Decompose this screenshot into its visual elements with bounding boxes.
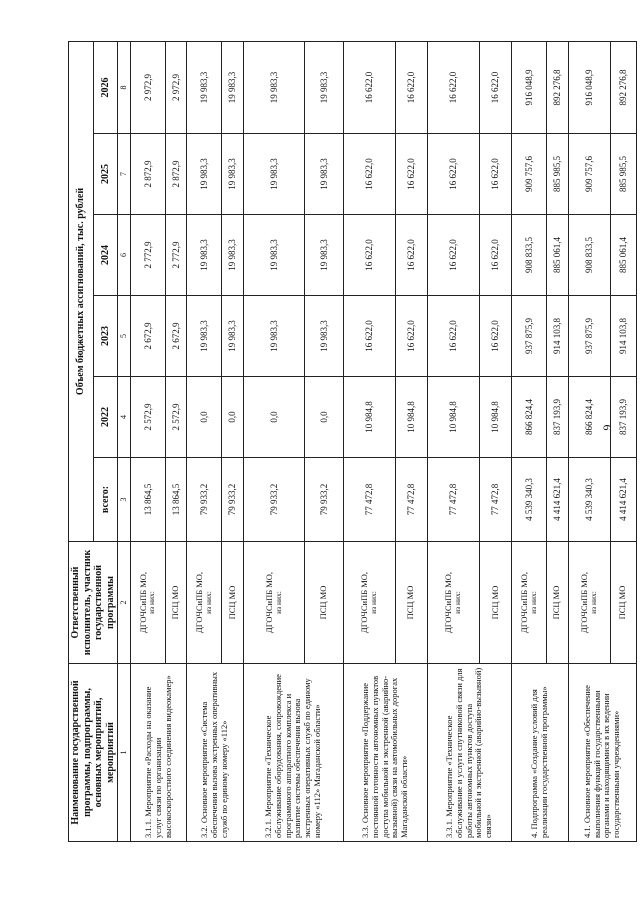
value-cell: 2 672,9 bbox=[131, 296, 166, 377]
executor-cell: ПСЦ МО bbox=[546, 542, 568, 664]
value-cell: 937 875,9 bbox=[568, 296, 610, 377]
value-cell: 19 983,3 bbox=[187, 41, 222, 133]
value-cell: 916 048,9 bbox=[568, 41, 610, 133]
header-name: Наименование государственной программы, подпрограммы, основных мероприятий, мероприятий bbox=[69, 664, 118, 842]
value-cell: 914 103,8 bbox=[546, 296, 568, 377]
value-cell: 77 472,8 bbox=[343, 458, 395, 542]
value-cell: 77 472,8 bbox=[428, 458, 480, 542]
value-cell: 4 539 340,3 bbox=[512, 458, 547, 542]
value-cell: 892 276,8 bbox=[610, 41, 636, 133]
executor-note: из них: bbox=[368, 591, 378, 614]
value-cell: 13 864,5 bbox=[131, 458, 166, 542]
value-cell: 909 757,6 bbox=[568, 134, 610, 215]
table-row bbox=[343, 41, 395, 841]
value-cell: 19 983,3 bbox=[305, 134, 343, 215]
value-cell: 77 472,8 bbox=[395, 458, 427, 542]
executor-cell bbox=[243, 542, 305, 664]
value-cell: 79 933,2 bbox=[187, 458, 222, 542]
value-cell: 885 985,5 bbox=[610, 134, 636, 215]
table-row bbox=[131, 41, 166, 841]
executor-cell: ПСЦ МО bbox=[479, 542, 511, 664]
index-cell: 5 bbox=[118, 296, 131, 377]
value-cell: 16 622,0 bbox=[479, 134, 511, 215]
executor-label: ДГОЧСиПБ МО, bbox=[359, 571, 370, 634]
value-cell: 0,0 bbox=[243, 377, 305, 458]
executor-cell bbox=[512, 542, 547, 664]
value-cell: 2 772,9 bbox=[165, 215, 187, 296]
executor-cell bbox=[343, 542, 395, 664]
executor-cell bbox=[131, 542, 166, 664]
value-cell: 16 622,0 bbox=[428, 296, 480, 377]
value-cell: 19 983,3 bbox=[243, 41, 305, 133]
value-cell: 4 414 621,4 bbox=[610, 458, 636, 542]
value-cell: 79 933,2 bbox=[305, 458, 343, 542]
index-cell: 8 bbox=[118, 41, 131, 133]
value-cell: 16 622,0 bbox=[428, 215, 480, 296]
row-name: 3.2. Основное мероприятие «Система обеспечения вызова экстренных оперативных служб по единому номеру «112» bbox=[187, 664, 243, 842]
table-row bbox=[243, 41, 305, 841]
value-cell: 19 983,3 bbox=[187, 215, 222, 296]
value-cell: 16 622,0 bbox=[395, 215, 427, 296]
value-cell: 10 984,8 bbox=[343, 377, 395, 458]
executor-cell: ПСЦ МО bbox=[610, 542, 636, 664]
page-number: 6 bbox=[600, 424, 615, 431]
value-cell: 937 875,9 bbox=[512, 296, 547, 377]
value-cell: 914 103,8 bbox=[610, 296, 636, 377]
value-cell: 77 472,8 bbox=[479, 458, 511, 542]
header-year: 2023 bbox=[93, 296, 118, 377]
header-year: 2024 bbox=[93, 215, 118, 296]
value-cell: 2 972,9 bbox=[165, 41, 187, 133]
value-cell: 19 983,3 bbox=[222, 41, 244, 133]
value-cell: 885 985,5 bbox=[546, 134, 568, 215]
value-cell: 866 824,4 bbox=[568, 377, 610, 458]
value-cell: 16 622,0 bbox=[428, 41, 480, 133]
header-executor: Ответственный исполнитель, участник государственной программы bbox=[69, 542, 118, 664]
rotated-page-content bbox=[68, 42, 630, 842]
value-cell: 908 833,5 bbox=[568, 215, 610, 296]
executor-note: из них: bbox=[147, 591, 157, 614]
value-cell: 885 061,4 bbox=[610, 215, 636, 296]
header-year: 2025 bbox=[93, 134, 118, 215]
header-year: 2022 bbox=[93, 377, 118, 458]
value-cell: 908 833,5 bbox=[512, 215, 547, 296]
table-row bbox=[568, 41, 610, 841]
value-cell: 79 933,2 bbox=[222, 458, 244, 542]
value-cell: 0,0 bbox=[222, 377, 244, 458]
value-cell: 10 984,8 bbox=[479, 377, 511, 458]
index-row bbox=[118, 41, 131, 841]
value-cell: 0,0 bbox=[305, 377, 343, 458]
value-cell: 10 984,8 bbox=[395, 377, 427, 458]
executor-note: из них: bbox=[273, 591, 283, 614]
header-total: всего: bbox=[93, 458, 118, 542]
value-cell: 19 983,3 bbox=[222, 134, 244, 215]
value-cell: 16 622,0 bbox=[395, 134, 427, 215]
value-cell: 837 193,9 bbox=[610, 377, 636, 458]
value-cell: 892 276,8 bbox=[546, 41, 568, 133]
value-cell: 916 048,9 bbox=[512, 41, 547, 133]
value-cell: 4 539 340,3 bbox=[568, 458, 610, 542]
value-cell: 2 572,9 bbox=[165, 377, 187, 458]
header-funding-group: Объем бюджетных ассигнований, тыс. рублей bbox=[69, 41, 94, 541]
executor-cell: ПСЦ МО bbox=[305, 542, 343, 664]
value-cell: 16 622,0 bbox=[343, 215, 395, 296]
executor-label: ДГОЧСиПБ МО, bbox=[263, 571, 274, 634]
executor-cell: ПСЦ МО bbox=[222, 542, 244, 664]
value-cell: 19 983,3 bbox=[222, 215, 244, 296]
executor-note: из них: bbox=[203, 591, 213, 614]
executor-cell bbox=[428, 542, 480, 664]
executor-note: из них: bbox=[528, 591, 538, 614]
value-cell: 16 622,0 bbox=[479, 41, 511, 133]
value-cell: 16 622,0 bbox=[395, 41, 427, 133]
value-cell: 10 984,8 bbox=[428, 377, 480, 458]
row-name: 3.2.1. Мероприятие «Техническое обслуживание оборудования, сопровождение программного аппаратного комплекса и развитие системы обеспечения вызова экстренных оперативных служб по единому номеру «112» Магаданской области» bbox=[243, 664, 343, 842]
value-cell: 19 983,3 bbox=[305, 215, 343, 296]
row-name: 4.1. Основное мероприятие «Обеспечение выполнения функций государственными органами и находящимися в их ведении государственными учреждениями» bbox=[568, 664, 636, 842]
value-cell: 16 622,0 bbox=[479, 215, 511, 296]
value-cell: 2 872,9 bbox=[165, 134, 187, 215]
value-cell: 837 193,9 bbox=[546, 377, 568, 458]
row-name: 3.1.1. Мероприятие «Расходы на оказание услуг связи по организации высокоскоростного соединения видеокамер» bbox=[131, 664, 187, 842]
executor-cell: ПСЦ МО bbox=[395, 542, 427, 664]
table-row bbox=[512, 41, 547, 841]
executor-label: ДГОЧСиПБ МО, bbox=[578, 571, 589, 634]
row-name: 3.3. Основное мероприятие «Поддержание постоянной готовности автономных пунктов доступа мобильной и экстренной (аварийно-вызывной) связи на автомобильных дорогах Магаданской области» bbox=[343, 664, 427, 842]
executor-label: ДГОЧСиПБ МО, bbox=[518, 571, 529, 634]
value-cell: 16 622,0 bbox=[343, 41, 395, 133]
header-year: 2026 bbox=[93, 41, 118, 133]
value-cell: 19 983,3 bbox=[305, 296, 343, 377]
executor-note: из них: bbox=[588, 591, 598, 614]
value-cell: 19 983,3 bbox=[243, 134, 305, 215]
value-cell: 19 983,3 bbox=[243, 296, 305, 377]
executor-note: из них: bbox=[452, 591, 462, 614]
executor-label: ДГОЧСиПБ МО, bbox=[137, 571, 148, 634]
value-cell: 13 864,5 bbox=[165, 458, 187, 542]
index-cell: 7 bbox=[118, 134, 131, 215]
value-cell: 2 972,9 bbox=[131, 41, 166, 133]
value-cell: 866 824,4 bbox=[512, 377, 547, 458]
table-row bbox=[187, 41, 222, 841]
value-cell: 2 572,9 bbox=[131, 377, 166, 458]
value-cell: 16 622,0 bbox=[343, 296, 395, 377]
value-cell: 19 983,3 bbox=[187, 134, 222, 215]
value-cell: 19 983,3 bbox=[243, 215, 305, 296]
value-cell: 4 414 621,4 bbox=[546, 458, 568, 542]
row-name: 3.3.1. Мероприятие «Техническое обслуживание и услуги спутниковой связи для работы автономных пунктов доступа мобильной и экстренной (аварийно-вызывной) связи» bbox=[428, 664, 512, 842]
table-body bbox=[131, 41, 637, 841]
value-cell: 2 672,9 bbox=[165, 296, 187, 377]
value-cell: 16 622,0 bbox=[343, 134, 395, 215]
index-cell: 2 bbox=[118, 542, 131, 664]
value-cell: 16 622,0 bbox=[395, 296, 427, 377]
value-cell: 885 061,4 bbox=[546, 215, 568, 296]
index-cell: 1 bbox=[118, 664, 131, 842]
value-cell: 909 757,6 bbox=[512, 134, 547, 215]
executor-cell bbox=[187, 542, 222, 664]
table-row bbox=[428, 41, 480, 841]
value-cell: 2 872,9 bbox=[131, 134, 166, 215]
index-cell: 4 bbox=[118, 377, 131, 458]
value-cell: 19 983,3 bbox=[305, 41, 343, 133]
index-cell: 6 bbox=[118, 215, 131, 296]
value-cell: 16 622,0 bbox=[428, 134, 480, 215]
value-cell: 2 772,9 bbox=[131, 215, 166, 296]
value-cell: 16 622,0 bbox=[479, 296, 511, 377]
index-cell: 3 bbox=[118, 458, 131, 542]
value-cell: 0,0 bbox=[187, 377, 222, 458]
value-cell: 79 933,2 bbox=[243, 458, 305, 542]
value-cell: 19 983,3 bbox=[187, 296, 222, 377]
executor-label: ДГОЧСиПБ МО, bbox=[443, 571, 454, 634]
budget-table bbox=[68, 41, 637, 842]
row-name: 4. Подпрограмма «Создание условий для реализации государственной программы» bbox=[512, 664, 568, 842]
executor-cell bbox=[568, 542, 610, 664]
executor-cell: ПСЦ МО bbox=[165, 542, 187, 664]
executor-label: ДГОЧСиПБ МО, bbox=[194, 571, 205, 634]
value-cell: 19 983,3 bbox=[222, 296, 244, 377]
